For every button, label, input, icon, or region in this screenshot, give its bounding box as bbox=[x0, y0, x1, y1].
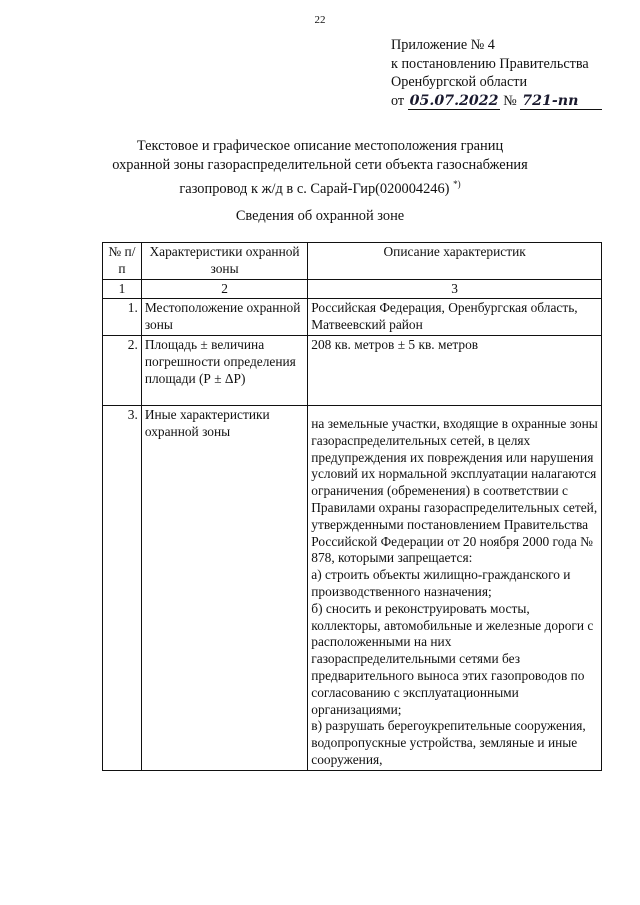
appendix-title: Приложение № 4 bbox=[391, 37, 495, 53]
table-row bbox=[103, 299, 602, 336]
appendix-region-line: Оренбургской области bbox=[391, 74, 528, 90]
title-line-2: охранной зоны газораспределительной сети объекта газоснабжения bbox=[112, 156, 528, 173]
header-characteristic: Характеристики охранной зоны bbox=[141, 243, 307, 280]
table-header-row bbox=[103, 243, 602, 280]
from-prefix: от bbox=[391, 92, 405, 109]
row-characteristic: Площадь ± величина погрешности определения площади (Р ± ΔР) bbox=[141, 335, 307, 405]
handwritten-date: 05.07.2022 bbox=[409, 92, 499, 109]
title-line-1: Текстовое и графическое описание местоположения границ bbox=[136, 138, 504, 154]
section-subtitle: Сведения об охранной зоне bbox=[235, 208, 405, 224]
row-characteristic: Иные характеристики охранной зоны bbox=[141, 405, 307, 770]
appendix-block bbox=[391, 36, 602, 110]
document-title bbox=[0, 137, 640, 198]
title-line-3 bbox=[0, 175, 640, 199]
table-index-row bbox=[103, 279, 602, 299]
index-cell: 3 bbox=[308, 279, 602, 299]
restriction-item-b: б) сносить и реконструировать мосты, коллекторы, автомобильные и железные дороги с расположенными на них газораспределительными сетями без предварительного выноса этих газопроводов по согласованию с эксплуатационными организациями; bbox=[311, 600, 594, 717]
appendix-resolution-line: к постановлению Правительства bbox=[391, 55, 589, 72]
index-cell: 2 bbox=[141, 279, 307, 299]
row-number: 2. bbox=[103, 335, 142, 405]
header-description: Описание характеристик bbox=[308, 243, 602, 280]
row-description: Российская Федерация, Оренбургская область, Матвеевский район bbox=[308, 299, 602, 336]
restriction-item-a: а) строить объекты жилищно-гражданского и производственного назначения; bbox=[311, 567, 571, 599]
row-characteristic: Местоположение охранной зоны bbox=[141, 299, 307, 336]
appendix-date-line bbox=[391, 92, 602, 111]
index-cell: 1 bbox=[103, 279, 142, 299]
restriction-intro: на земельные участки, входящие в охранные зоны газораспределительных сетей, в целях предупреждения их повреждения или нарушения условий их нормальной эксплуатации налагаются ограничения (обременения) в соответствии с Правилами охраны газораспределительных сетей, утвержденными постановлением Правительства Российской Федерации от 20 ноября 2000 года № 878, которыми запрещается: bbox=[311, 415, 598, 566]
table-row bbox=[103, 335, 602, 405]
row-number: 3. bbox=[103, 405, 142, 770]
handwritten-number: 721-пп bbox=[520, 94, 602, 110]
table-row bbox=[103, 405, 602, 770]
footnote-mark: *) bbox=[453, 178, 461, 189]
header-num: № п/п bbox=[103, 243, 142, 280]
row-number: 1. bbox=[103, 299, 142, 336]
zone-table bbox=[102, 242, 602, 771]
row-description bbox=[308, 405, 602, 770]
row-description: 208 кв. метров ± 5 кв. метров bbox=[308, 335, 602, 405]
title-line-3-text: газопровод к ж/д в с. Сарай-Гир(020004246) bbox=[179, 180, 450, 197]
page-number: 22 bbox=[314, 14, 326, 26]
number-sign: № bbox=[503, 92, 517, 109]
restriction-item-c: в) разрушать берегоукрепительные сооружения, водопропускные устройства, земляные и иные сооружения, bbox=[311, 718, 586, 767]
